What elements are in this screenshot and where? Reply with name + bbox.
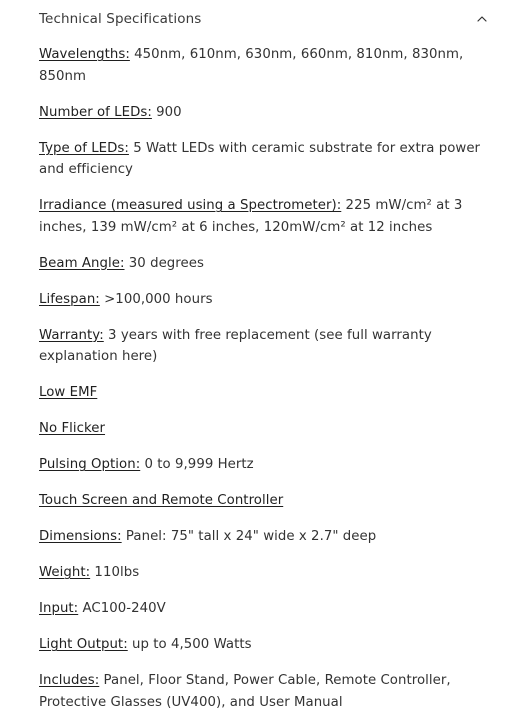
- spec-value: 0 to 9,999 Hertz: [140, 457, 254, 472]
- spec-includes: [39, 670, 491, 713]
- spec-weight: [39, 562, 491, 584]
- spec-label: Warranty:: [39, 327, 104, 343]
- spec-label: Includes:: [39, 673, 100, 688]
- spec-low-emf: [39, 382, 491, 404]
- spec-label: Wavelengths:: [39, 47, 130, 62]
- spec-label: Beam Angle:: [39, 255, 125, 271]
- spec-light-output: [39, 634, 491, 656]
- spec-value: 900: [151, 104, 182, 120]
- accordion-header[interactable]: [0, 0, 516, 38]
- spec-value: 110lbs: [90, 565, 140, 580]
- spec-lifespan: [39, 289, 491, 311]
- spec-label: Pulsing Option:: [39, 457, 141, 472]
- spec-label: Dimensions:: [39, 529, 122, 544]
- spec-wavelengths: [39, 44, 491, 87]
- spec-number-of-leds: [39, 102, 491, 124]
- spec-value: 30 degrees: [124, 255, 204, 271]
- chevron-up-icon[interactable]: [476, 13, 488, 25]
- spec-value: 225 mW/cm² at 3 inches, 139 mW/cm² at 6 inches, 120mW/cm² at 12 inches: [39, 198, 463, 235]
- spec-value: up to 4,500 Watts: [127, 637, 252, 652]
- spec-value: AC100-240V: [78, 601, 166, 616]
- spec-input: [39, 598, 491, 620]
- spec-label: Lifespan:: [39, 291, 100, 307]
- spec-label: Irradiance (measured using a Spectrometer):: [39, 198, 342, 213]
- spec-label: No Flicker: [39, 421, 106, 436]
- spec-irradiance: [39, 195, 491, 238]
- spec-label: Number of LEDs:: [39, 104, 152, 120]
- spec-value: 450nm, 610nm, 630nm, 660nm, 810nm, 830nm, 850nm: [39, 47, 464, 84]
- spec-label: Light Output:: [39, 637, 128, 652]
- spec-value: 3 years with free replacement (see full warranty explanation here): [39, 327, 432, 364]
- spec-pulsing-option: [39, 454, 491, 476]
- accordion-content: [39, 44, 491, 728]
- spec-value: 5 Watt LEDs with ceramic substrate for extra power and efficiency: [39, 140, 481, 177]
- spec-label: Low EMF: [39, 385, 98, 400]
- spec-value: >100,000 hours: [99, 291, 213, 307]
- spec-no-flicker: [39, 418, 491, 440]
- spec-touch-screen: [39, 490, 491, 512]
- spec-type-of-leds: [39, 138, 491, 181]
- spec-warranty: [39, 325, 491, 368]
- spec-label: Type of LEDs:: [39, 140, 129, 156]
- spec-label: Weight:: [39, 565, 91, 580]
- spec-beam-angle: [39, 253, 491, 275]
- accordion-title: Technical Specifications: [39, 11, 202, 27]
- spec-label: Touch Screen and Remote Controller: [39, 493, 284, 508]
- spec-dimensions: [39, 526, 491, 548]
- spec-value: Panel, Floor Stand, Power Cable, Remote Controller, Protective Glasses (UV400), and User Manual: [39, 673, 451, 710]
- spec-value: Panel: 75" tall x 24" wide x 2.7" deep: [121, 529, 377, 544]
- spec-label: Input:: [39, 601, 79, 616]
